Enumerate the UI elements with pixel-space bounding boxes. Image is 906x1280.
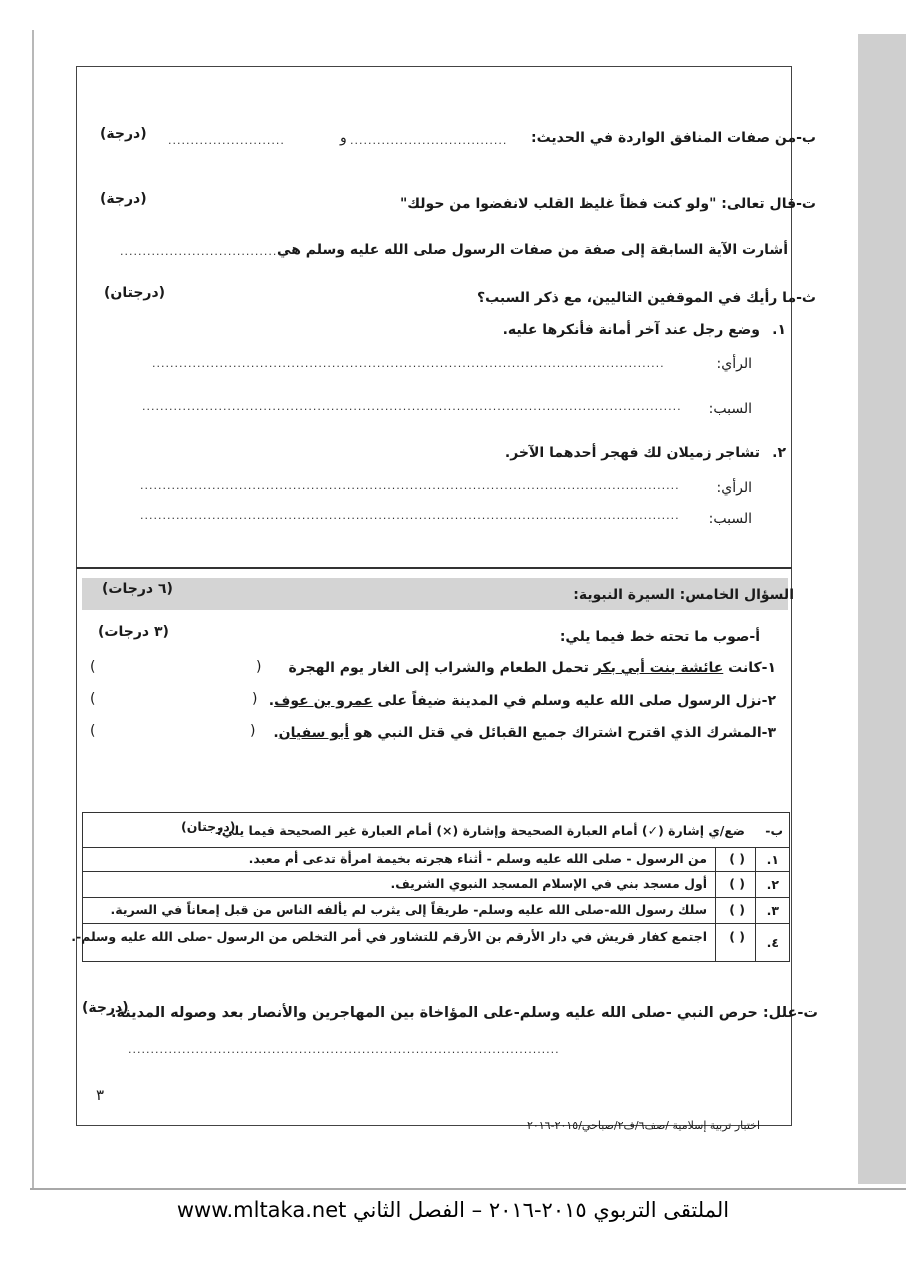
section-th-marks: (درجتان) [104,285,166,301]
section-b-marks: (درجة) [100,126,147,142]
correction-item-3-paren-open: ( [250,723,256,739]
part-a-marks: (٣ درجات) [98,624,169,640]
section-t-question: أشارت الآية السابقة إلى صفة من صفات الرسول صلى الله عليه وسلم هي [277,242,788,258]
correction-item-1-paren-open: ( [256,659,262,675]
table-header-text: ضع/ي إشارة (✓) أمام العبارة الصحيحة وإشارة (×) أمام العبارة غير الصحيحة فيما يلي: [216,823,745,838]
scan-edge-right [858,34,906,1184]
table-header-letter: ب- [765,823,783,838]
scan-edge-left [32,30,34,1190]
situation-2-text: تشاجر زميلان لك فهجر أحدهما الآخر. [504,445,760,461]
table-row-rule-3 [83,897,789,898]
table-row-1-num: ١. [766,852,779,867]
section-th-label: ث-ما رأيك في الموقفين التاليين، مع ذكر السبب؟ [476,290,816,306]
table-row-2-text: أول مسجد بني في الإسلام المسجد النبوي الشريف. [390,876,707,891]
situation-1-reason-dots: ........................................................................................................................ [142,400,682,413]
correction-item-3: ٣-المشرك الذي اقترح اشتراك جميع القبائل في قتل النبي هو أبو سفيان. [273,725,776,741]
situation-1-text: وضع رجل عند آخر أمانة فأنكرها عليه. [502,322,760,338]
table-row-4-text: اجتمع كفار قريش في دار الأرقم بن الأرقم للتشاور في أمر التخلص من الرسول -صلى الله عليه وسلم-. [71,929,707,944]
table-row-1-box[interactable]: ( ) [729,851,745,866]
part-t2-dots: ................................................................................................ [128,1043,560,1056]
table-row-3-num: ٣. [766,903,779,918]
situation-1-opinion-label: الرأي: [716,356,752,372]
table-row-2-box[interactable]: ( ) [729,876,745,891]
table-row-4-box[interactable]: ( ) [729,929,745,944]
table-row-3-text: سلك رسول الله-صلى الله عليه وسلم- طريقاً إلى يثرب لم يألفه الناس من قبل إمعاناً في السرية. [110,902,707,917]
question5-title: السؤال الخامس: السيرة النبوية: [573,587,794,603]
situation-2-opinion-dots: ........................................................................................................................ [140,479,680,492]
table-box-column-rule [715,847,716,961]
table-row-3-box[interactable]: ( ) [729,902,745,917]
section-b-conj: و [340,130,347,146]
page-number: ٣ [96,1086,105,1104]
question5-marks: (٦ درجات) [102,581,173,597]
correction-item-1: ١-كانت عائشة بنت أبي بكر تحمل الطعام والشراب إلى الغار يوم الهجرة [288,660,776,676]
section-t-dots: ..................................... [120,245,287,258]
table-row-1-text: من الرسول - صلى الله عليه وسلم - أثناء هجرته بخيمة امرأة تدعى أم معبد. [248,851,707,866]
situation-1-opinion-dots: .................................................................................................................. [152,357,665,370]
section-b-label: ب-من صفات المنافق الواردة في الحديث: [530,130,816,146]
section-t-label: ت-قال تعالى: "ولو كنت فظاً غليظ القلب لانفضوا من حولك" [399,196,816,212]
part-t2-label: ت-علل: حرص النبي -صلى الله عليه وسلم-على المؤاخاة بين المهاجرين والأنصار بعد وصوله المدينة. [110,1005,818,1021]
section-b-dots-right: ................................... [350,134,508,147]
table-row-rule-4 [83,923,789,924]
exam-info: اختبار تربية إسلامية /صف٦/ف٢/صباحي/٢٠١٥-٢٠١٦ [526,1119,760,1132]
section-t-marks: (درجة) [100,191,147,207]
situation-2-reason-label: السبب: [708,511,752,527]
table-header-marks: (درجتان) [181,819,236,834]
site-footer: الملتقى التربوي ٢٠١٥-٢٠١٦ – الفصل الثاني www.mltaka.net [176,1198,730,1222]
table-row-rule-2 [83,871,789,872]
table-row-rule-1 [83,847,789,848]
part-t2-marks: (درجة) [82,1000,129,1016]
part-a-label: أ-صوب ما تحته خط فيما يلي: [559,629,760,645]
bottom-rule [30,1188,906,1190]
table-row-2-num: ٢. [766,877,779,892]
section-b-dots-left: .......................... [168,134,285,147]
correction-item-2-paren-open: ( [252,691,258,707]
situation-2-num: ٢. [772,445,786,461]
table-row-4-num: ٤. [766,935,779,950]
table-num-column-rule [755,847,756,961]
situation-2-opinion-label: الرأي: [716,480,752,496]
correction-item-1-paren-close: ) [90,659,96,675]
correction-item-2: ٢-نزل الرسول صلى الله عليه وسلم في المدينة ضيفاً على عمرو بن عوف. [268,693,776,709]
section-divider [76,567,792,569]
situation-2-reason-dots: ........................................................................................................................ [140,509,680,522]
situation-1-reason-label: السبب: [708,401,752,417]
correction-item-2-paren-close: ) [90,691,96,707]
true-false-table [71,812,790,962]
correction-item-3-paren-close: ) [90,723,96,739]
situation-1-num: ١. [772,322,786,338]
